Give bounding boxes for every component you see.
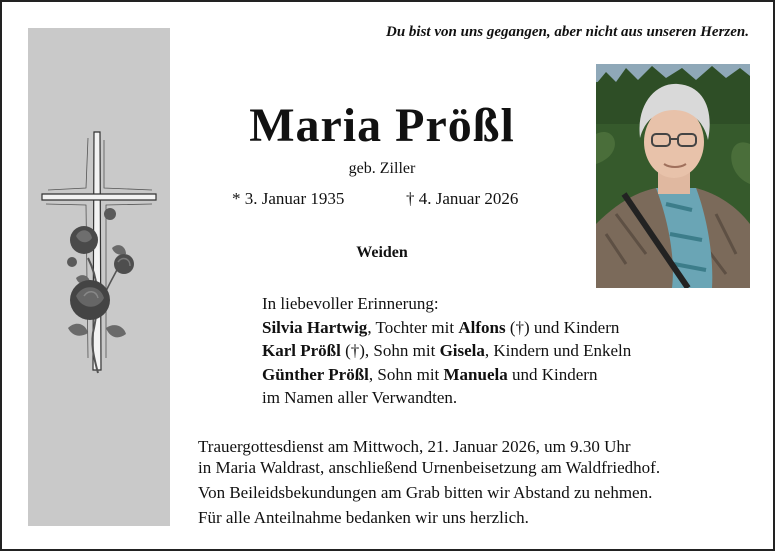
motto: Du bist von uns gegangen, aber nicht aus unseren Herzen. — [386, 24, 749, 40]
residence-place: Weiden — [356, 244, 408, 261]
service-line-1: Trauergottesdienst am Mittwoch, 21. Januar 2026, um 9.30 Uhr — [198, 437, 631, 456]
mourner-name: Karl Prößl — [262, 341, 341, 360]
deceased-name: Maria Prößl — [249, 99, 515, 152]
thanks-note: Für alle Anteilnahme bedanken wir uns herzlich. — [198, 508, 529, 527]
mourner-name: Alfons — [458, 317, 506, 337]
mourner-name: Günther Prößl — [262, 364, 369, 384]
service-line-2: in Maria Waldrast, anschließend Urnenbeisetzung am Waldfriedhof. — [198, 458, 661, 477]
mourners-closing: im Namen aller Verwandten. — [262, 388, 458, 407]
mourner-line — [262, 363, 631, 387]
mourner-relation: , Tochter mit — [367, 317, 459, 337]
mourner-name: Gisela — [439, 341, 485, 360]
birth-date: * 3. Januar 1935 — [232, 189, 345, 208]
mourner-line — [262, 316, 631, 340]
cross-rose-illustration — [28, 28, 170, 526]
mourner-relation: und Kindern — [507, 364, 598, 384]
mourner-name: Manuela — [443, 364, 508, 384]
mourner-relation: , Sohn mit — [368, 364, 444, 384]
portrait-photo — [596, 64, 750, 288]
cross-icon — [42, 132, 156, 370]
mourners-intro: In liebevoller Erinnerung: — [262, 294, 439, 313]
mourners-block — [262, 292, 631, 410]
death-date: † 4. Januar 2026 — [406, 189, 519, 208]
mourner-name: Silvia Hartwig — [262, 317, 368, 337]
cross-rose-panel — [28, 28, 170, 526]
mourner-line — [262, 339, 631, 363]
mourner-relation: (†) und Kindern — [505, 317, 620, 337]
service-info — [198, 436, 660, 528]
condolence-note: Von Beileidsbekundungen am Grab bitten wir Abstand zu nehmen. — [198, 483, 653, 502]
mourner-relation: (†), Sohn mit — [340, 341, 440, 360]
maiden-name: geb. Ziller — [348, 160, 416, 177]
mourner-relation: , Kindern und Enkeln — [484, 341, 632, 360]
